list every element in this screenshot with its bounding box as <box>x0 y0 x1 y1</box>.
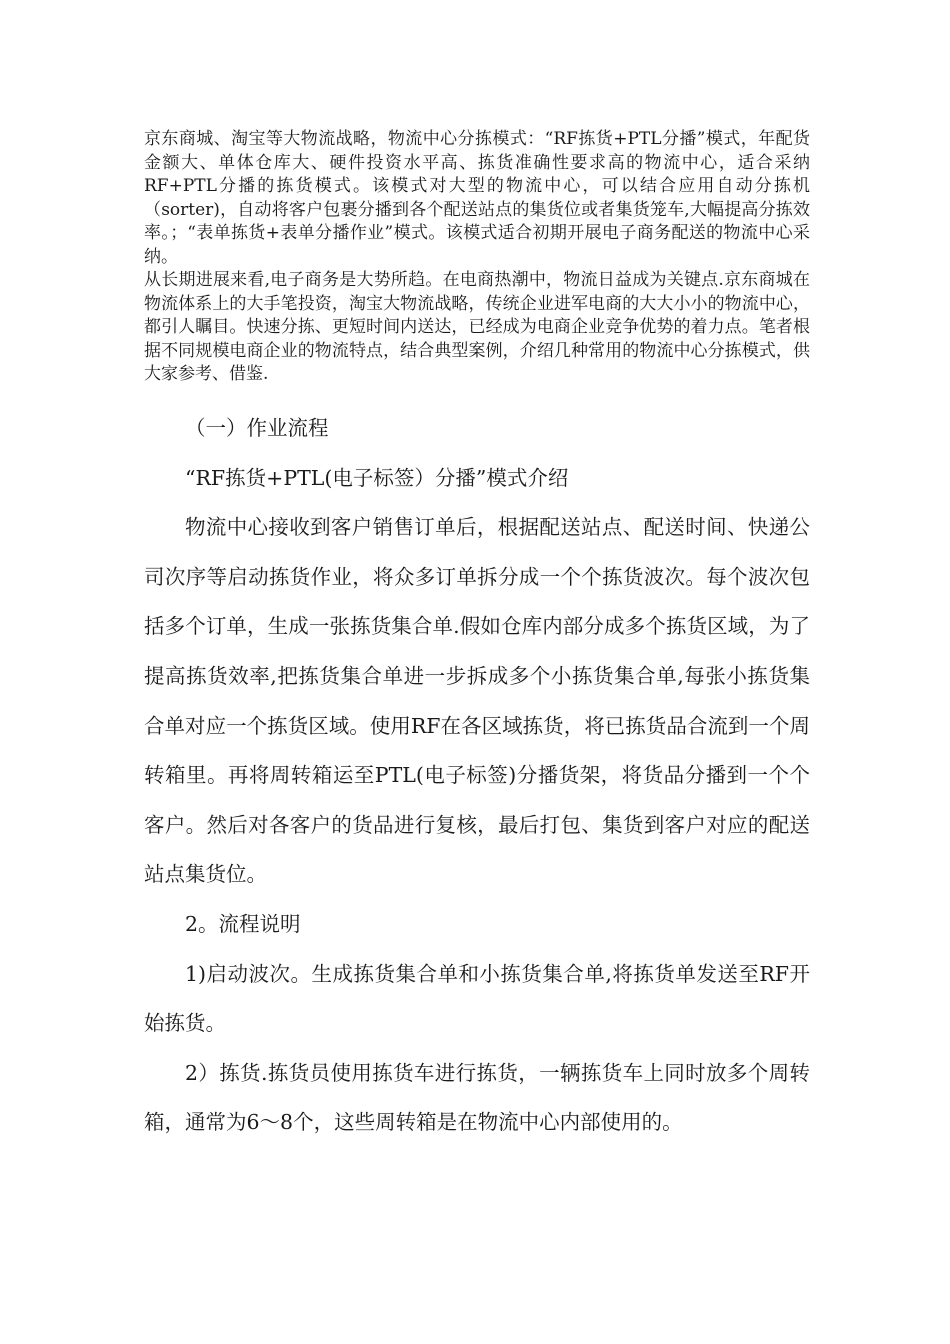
step-1-paragraph: 1)启动波次。生成拣货集合单和小拣货集合单,将拣货单发送至RF开始拣货。 <box>144 961 810 1036</box>
intro-block <box>144 128 810 387</box>
step-2-paragraph: 2）拣货.拣货员使用拣货车进行拣货，一辆拣货车上同时放多个周转箱，通常为6～8个，这些周转箱是在物流中心内部使用的。 <box>144 1060 810 1135</box>
intro-paragraph-1: 京东商城、淘宝等大物流战略，物流中心分拣模式：“RF拣货+PTL分播”模式，年配货金额大、单体仓库大、硬件投资水平高、拣货准确性要求高的物流中心，适合采纳RF+PTL分播的拣货模式。该模式对大型的物流中心，可以结合应用自动分拣机（sorter)，自动将客户包裹分播到各个配送站点的集货位或者集货笼车,大幅提高分拣效率。；“表单拣货+表单分播作业”模式。该模式适合初期开展电子商务配送的物流中心采纳。 <box>144 129 810 267</box>
mode-title: “RF拣货+PTL(电子标签）分播”模式介绍 <box>185 465 569 490</box>
subheading-process-description: 2。流程说明 <box>185 911 301 936</box>
intro-paragraph-2: 从长期进展来看,电子商务是大势所趋。在电商热潮中，物流日益成为关键点.京东商城在物流体系上的大手笔投资，淘宝大物流战略，传统企业进军电商的大大小小的物流中心，都引人瞩目。快速分拣、更短时间内送达，已经成为电商企业竞争优势的着力点。笔者根据不同规模电商企业的物流特点，结合典型案例，介绍几种常用的物流中心分拣模式，供大家参考、借鉴. <box>144 270 810 384</box>
section-heading: （一）作业流程 <box>185 416 329 440</box>
body-block <box>144 404 810 1148</box>
process-paragraph: 物流中心接收到客户销售订单后，根据配送站点、配送时间、快递公司次序等启动拣货作业，将众多订单拆分成一个个拣货波次。每个波次包括多个订单，生成一张拣货集合单.假如仓库内部分成多个拣货区域，为了提高拣货效率,把拣货集合单进一步拆成多个小拣货集合单,每张小拣货集合单对应一个拣货区域。使用RF在各区域拣货，将已拣货品合流到一个周转箱里。再将周转箱运至PTL(电子标签)分播货架，将货品分播到一个个客户。然后对各客户的货品进行复核，最后打包、集货到客户对应的配送站点集货位。 <box>144 515 810 887</box>
